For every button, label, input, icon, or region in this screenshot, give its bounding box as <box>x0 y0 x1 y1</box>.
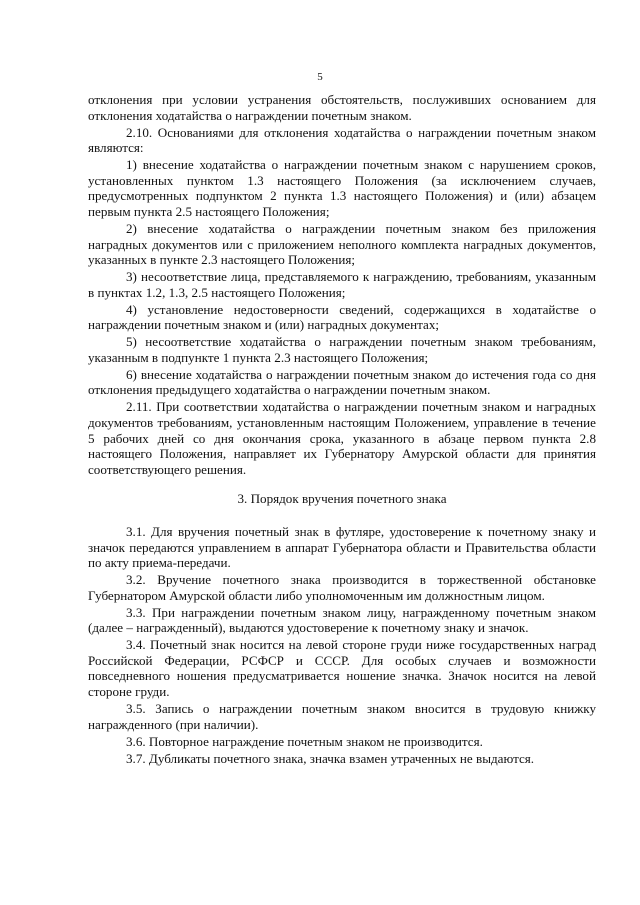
list-item-1: 1) внесение ходатайства о награждении почетным знаком с нарушением сроков, установленных пунктом 1.3 настоящего Положения (за исключением случаев, предусмотренных подпунктом 2 пункта 1.3 настоящего Положения) и (или) абзацем первым пункта 2.5 настоящего Положения; <box>88 157 596 219</box>
section-heading: 3. Порядок вручения почетного знака <box>237 491 447 507</box>
paragraph-3-2: 3.2. Вручение почетного знака производится в торжественной обстановке Губернатором Амурской области либо уполномоченным им должностным лицом. <box>88 572 596 603</box>
paragraph-continuation: отклонения при условии устранения обстоятельств, послуживших основанием для отклонения ходатайства о награждении почетным знаком. <box>88 92 596 123</box>
paragraph-3-4: 3.4. Почетный знак носится на левой стороне груди ниже государственных наград Российской Федерации, РСФСР и СССР. Для особых случаев и возможности повседневного ношения предусматривается ношение значка. Значок носится на левой стороне груди. <box>88 637 596 700</box>
list-item-6: 6) внесение ходатайства о награждении почетным знаком до истечения года со дня отклонения предыдущего ходатайства о награждении почетным знаком. <box>88 366 596 398</box>
paragraph-3-7: 3.7. Дубликаты почетного знака, значка взамен утраченных не выдаются. <box>126 750 535 766</box>
paragraph-3-5: 3.5. Запись о награждении почетным знаком вносится в трудовую книжку награжденного (при наличии). <box>88 701 596 732</box>
paragraph-3-3: 3.3. При награждении почетным знаком лицу, награжденному почетным знаком (далее – награжденный), выдаются удостоверение к почетному знаку и значок. <box>88 604 596 636</box>
paragraph-3-6: 3.6. Повторное награждение почетным знаком не производится. <box>126 733 483 749</box>
paragraph-2-10: 2.10. Основаниями для отклонения ходатайства о награждении почетным знаком являются: <box>88 124 596 156</box>
list-item-5: 5) несоответствие ходатайства о награждении почетным знаком требованиям, указанным в подпункте 1 пункта 2.3 настоящего Положения; <box>88 334 596 365</box>
page-number: 5 <box>317 71 323 83</box>
list-item-3: 3) несоответствие лица, представляемого к награждению, требованиям, указанным в пунктах 1.2, 1.3, 2.5 настоящего Положения; <box>88 269 596 300</box>
document-body <box>88 92 596 768</box>
paragraph-3-1: 3.1. Для вручения почетный знак в футляре, удостоверение к почетному знаку и значок передаются управлением в аппарат Губернатора области и Правительства области по акту приема-передачи. <box>88 523 596 571</box>
paragraph-2-11: 2.11. При соответствии ходатайства о награждении почетным знаком и наградных документов требованиям, установленным настоящим Положением, управление в течение 5 рабочих дней со дня окончания срока, указанного в абзаце первом пункта 2.8 настоящего Положения, направляет их Губернатору Амурской области для принятия соответствующего решения. <box>88 399 596 477</box>
list-item-2: 2) внесение ходатайства о награждении почетным знаком без приложения наградных документов или с приложением неполного комплекта наградных документов, указанных в пункте 2.3 настоящего Положения; <box>88 220 596 268</box>
list-item-4: 4) установление недостоверности сведений, содержащихся в ходатайстве о награждении почетным знаком и (или) наградных документах; <box>88 301 596 333</box>
